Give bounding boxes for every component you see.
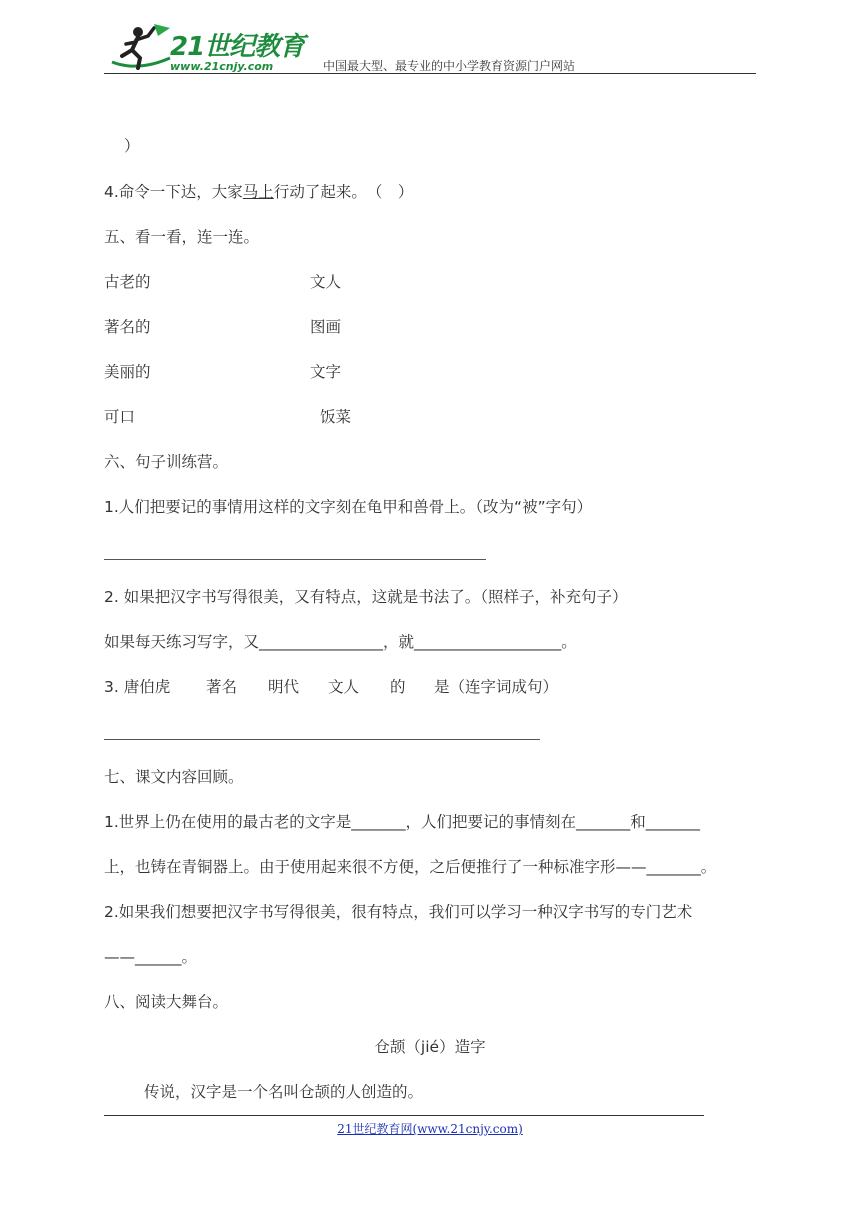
word-chunk-5: 的	[390, 678, 406, 696]
section-6-question-1: 1.人们把要记的事情用这样的文字刻在龟甲和兽骨上。（改为“被”字句）	[104, 498, 593, 516]
answer-line-1	[104, 559, 486, 560]
section-6-question-2: 2. 如果把汉字书写得很美，又有特点，这就是书法了。（照样子，补充句子）	[104, 588, 628, 606]
section-7-title: 七、课文内容回顾。	[104, 768, 244, 786]
reading-paragraph-1: 传说，汉字是一个名叫仓颉的人创造的。	[144, 1083, 424, 1101]
word-chunk-1: 3. 唐伯虎	[104, 678, 171, 696]
section-7-question-1-line-2: 上，也铸在青铜器上。由于使用起来很不方便，之后便推行了一种标准字形——_______。	[104, 858, 717, 876]
question-4-prefix: 4.命令一下达，大家	[104, 183, 243, 201]
answer-line-2	[104, 739, 540, 740]
section-7-question-2-line-2: ——______。	[104, 948, 198, 966]
match-left-4: 可口	[104, 408, 136, 426]
match-left-1: 古老的	[104, 273, 151, 291]
header-tagline: 中国最大型、最专业的中小学教育资源门户网站	[323, 59, 576, 73]
question-4-underlined-word: 马上	[242, 183, 274, 201]
match-right-1: 文人	[310, 273, 342, 291]
running-figure-logo-icon	[108, 22, 172, 74]
header-divider	[104, 73, 756, 74]
footer-divider	[104, 1115, 704, 1116]
closing-parenthesis: ）	[124, 137, 140, 155]
site-logo[interactable]	[108, 22, 308, 74]
match-right-2: 图画	[310, 318, 342, 336]
reading-title: 仓颉（jié）造字	[374, 1038, 486, 1056]
match-left-3: 美丽的	[104, 363, 151, 381]
section-7-question-2-line-1: 2.如果我们想要把汉字书写得很美，很有特点，我们可以学习一种汉字书写的专门艺术	[104, 903, 693, 921]
word-chunk-4: 文人	[328, 678, 360, 696]
logo-url-text: www.21cnjy.com	[170, 60, 274, 73]
question-4	[104, 182, 413, 202]
section-6-title: 六、句子训练营。	[104, 453, 229, 471]
section-5-title: 五、看一看，连一连。	[104, 228, 260, 246]
section-6-question-3	[104, 677, 170, 697]
word-chunk-6: 是（连字词成句）	[434, 678, 559, 696]
match-left-2: 著名的	[104, 318, 151, 336]
match-right-4: 饭菜	[320, 408, 352, 426]
footer-site-link[interactable]: 21世纪教育网(www.21cnjy.com)	[337, 1122, 523, 1136]
page-header	[104, 20, 756, 76]
word-chunk-2: 著名	[206, 678, 238, 696]
section-8-title: 八、阅读大舞台。	[104, 993, 229, 1011]
logo-wordmark: 21世纪教育	[170, 32, 305, 62]
match-right-3: 文字	[310, 363, 342, 381]
section-7-question-1-line-1: 1.世界上仍在使用的最古老的文字是_______，人们把要记的事情刻在_______和_______	[104, 813, 701, 831]
section-6-question-2-example: 如果每天练习写字，又________________，就___________________。	[104, 633, 577, 651]
word-chunk-3: 明代	[268, 678, 300, 696]
question-4-suffix: 行动了起来。 （ ）	[273, 183, 414, 201]
